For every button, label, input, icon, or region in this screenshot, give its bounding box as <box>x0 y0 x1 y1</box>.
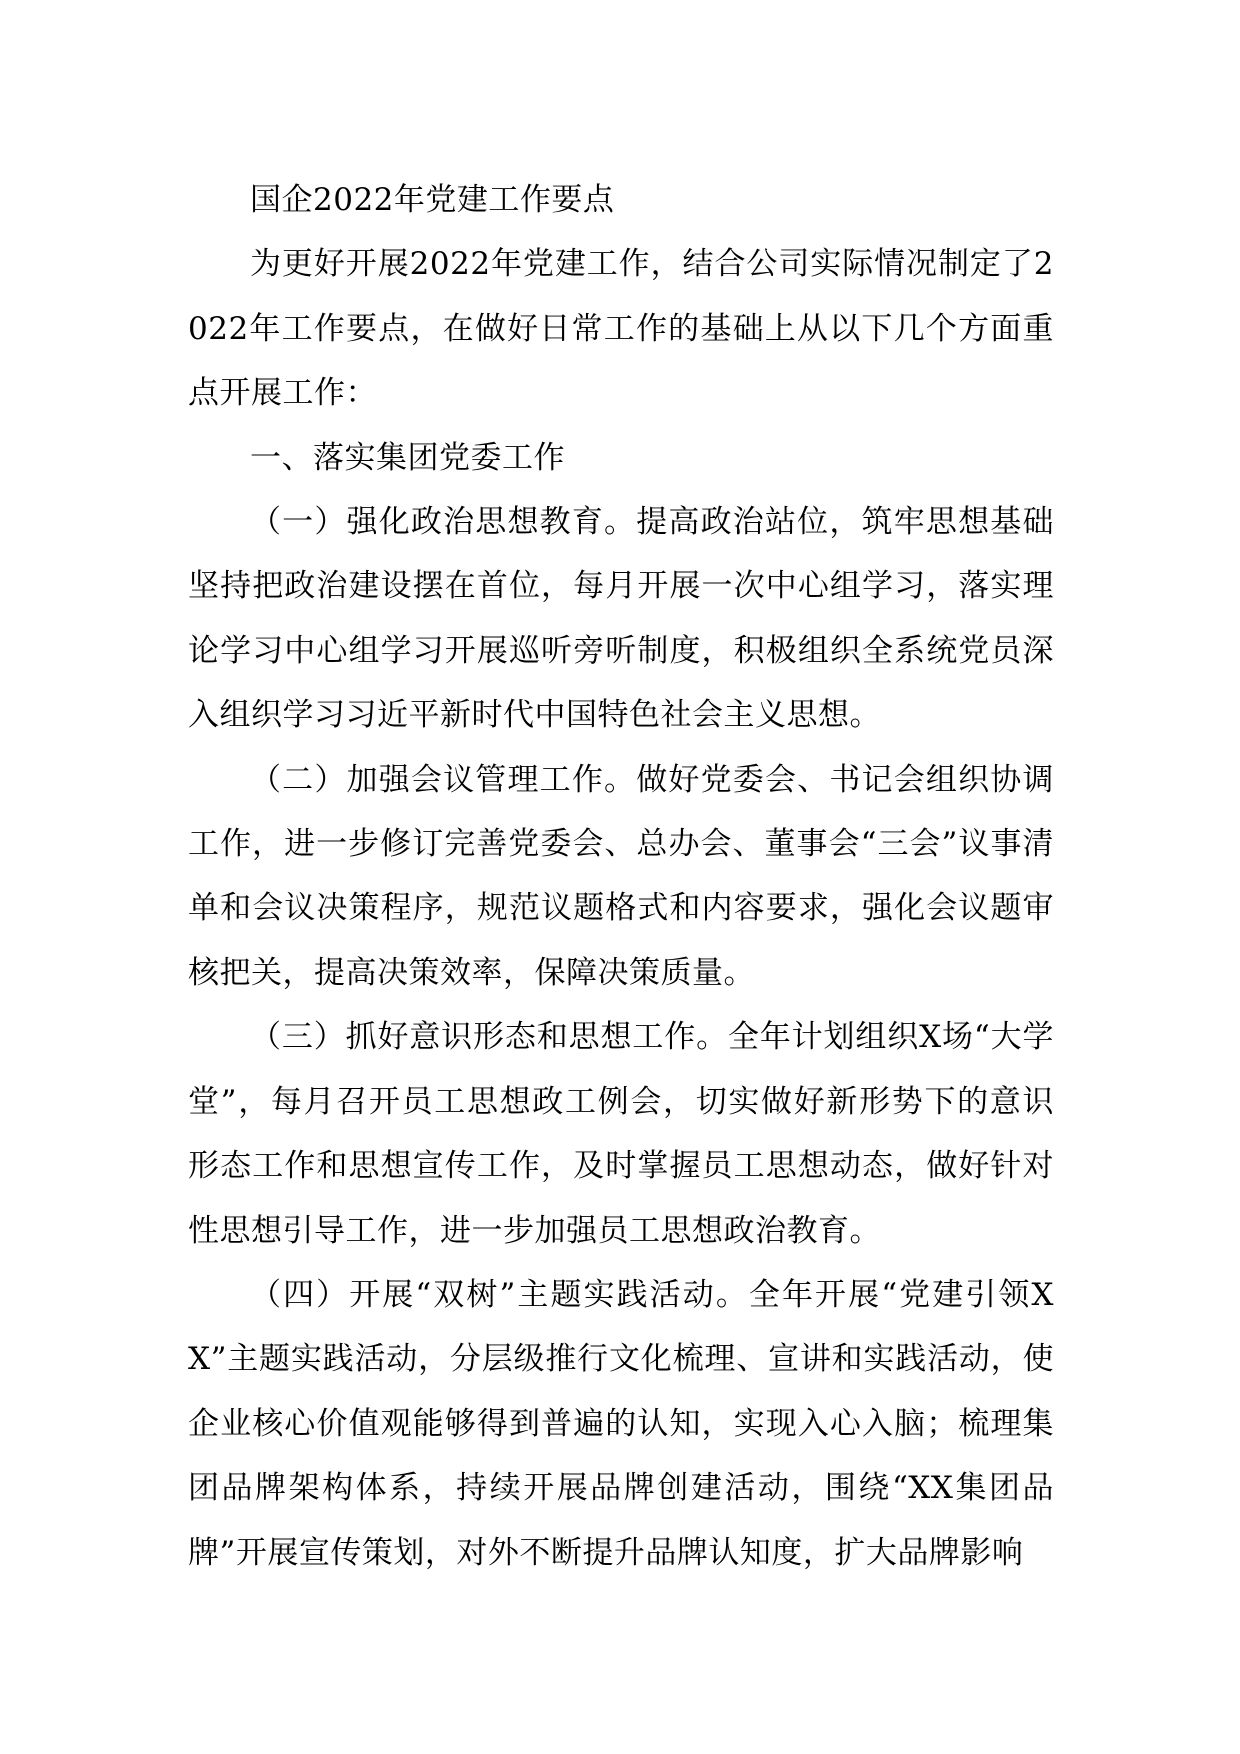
document-body <box>188 168 1054 1585</box>
intro-paragraph: 为更好开展2022年党建工作，结合公司实际情况制定了2022年工作要点，在做好日常工作的基础上从以下几个方面重点开展工作： <box>188 246 1054 412</box>
paragraph-item-4: （四）开展“双树”主题实践活动。全年开展“党建引领XX”主题实践活动，分层级推行文化梳理、宣讲和实践活动，使企业核心价值观能够得到普遍的认知，实现入心入脑；梳理集团品牌架构体系，持续开展品牌创建活动，围绕“XX集团品牌”开展宣传策划，对外不断提升品牌认知度，扩大品牌影响 <box>188 1276 1054 1571</box>
section-heading-1: 一、落实集团党委工作 <box>250 439 565 476</box>
paragraph-item-2: （二）加强会议管理工作。做好党委会、书记会组织协调工作，进一步修订完善党委会、总办会、董事会“三会”议事清单和会议决策程序，规范议题格式和内容要求，强化会议题审核把关，提高决策效率，保障决策质量。 <box>188 761 1054 991</box>
paragraph-item-3: （三）抓好意识形态和思想工作。全年计划组织X场“大学堂”，每月召开员工思想政工例会，切实做好新形势下的意识形态工作和思想宣传工作，及时掌握员工思想动态，做好针对性思想引导工作，进一步加强员工思想政治教育。 <box>188 1019 1054 1249</box>
document-title: 国企2022年党建工作要点 <box>250 182 615 218</box>
paragraph-item-1: （一）强化政治思想教育。提高政治站位，筑牢思想基础坚持把政治建设摆在首位，每月开展一次中心组学习，落实理论学习中心组学习开展巡听旁听制度，积极组织全系统党员深入组织学习习近平新时代中国特色社会主义思想。 <box>188 504 1054 734</box>
